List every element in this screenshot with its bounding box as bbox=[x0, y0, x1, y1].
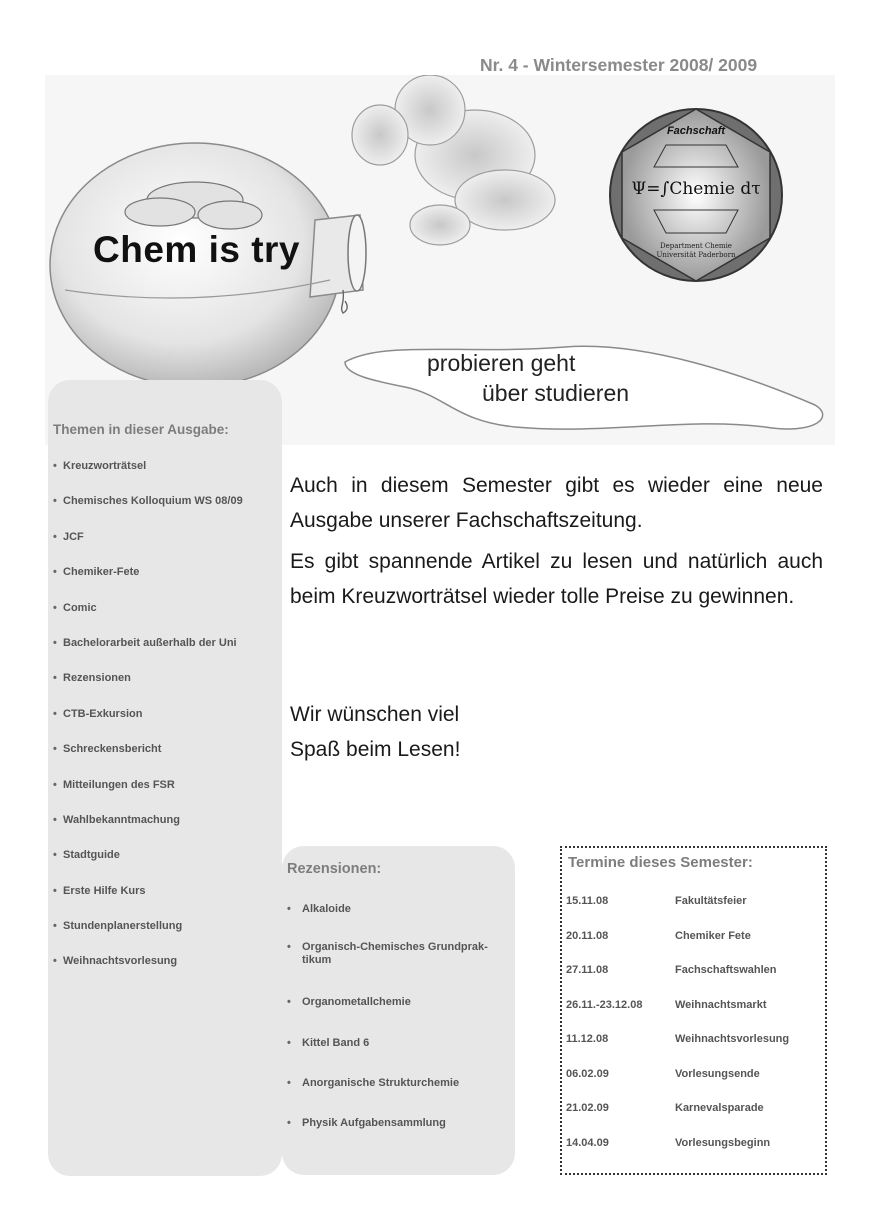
bullet-icon: • bbox=[53, 920, 57, 933]
topics-sidebar bbox=[48, 380, 282, 1176]
hero-title: Chem is try bbox=[93, 229, 301, 270]
rezension-item bbox=[287, 941, 513, 967]
topic-label: CTB-Exkursion bbox=[63, 707, 143, 720]
issue-label: Nr. 4 - Wintersemester 2008/ 2009 bbox=[480, 55, 758, 75]
rezension-label: Anorganische Strukturchemie bbox=[302, 1077, 460, 1089]
bullet-icon: • bbox=[287, 996, 291, 1008]
topic-label: JCF bbox=[63, 530, 84, 543]
termin-event: Vorlesungsbeginn bbox=[675, 1136, 771, 1149]
bullet-icon: • bbox=[53, 495, 57, 508]
topic-label: Weihnachtsvorlesung bbox=[63, 955, 178, 968]
rezension-item bbox=[287, 1117, 513, 1130]
topic-label: Chemisches Kolloquium WS 08/09 bbox=[63, 495, 243, 508]
bullet-icon: • bbox=[287, 903, 291, 915]
termin-event: Fakultätsfeier bbox=[675, 895, 747, 907]
topic-item bbox=[53, 566, 243, 601]
rezension-item bbox=[287, 903, 513, 916]
topic-item bbox=[53, 708, 243, 743]
topic-label: Wahlbekanntmachung bbox=[63, 813, 180, 826]
rezension-label: Alkaloide bbox=[302, 903, 351, 915]
rezension-label: Organometallchemie bbox=[302, 996, 411, 1008]
bullet-icon: • bbox=[53, 955, 57, 968]
bullet-icon: • bbox=[53, 672, 57, 685]
rezension-label: Kittel Band 6 bbox=[302, 1037, 370, 1049]
termin-date: 20.11.08 bbox=[566, 929, 609, 942]
topic-item bbox=[53, 743, 243, 778]
bullet-icon: • bbox=[53, 601, 57, 614]
rezension-label: Physik Aufgabensammlung bbox=[302, 1117, 446, 1129]
topic-item bbox=[53, 849, 243, 884]
topic-label: Comic bbox=[63, 601, 97, 614]
termin-date: 14.04.09 bbox=[566, 1136, 609, 1149]
intro-paragraph-1: Auch in diesem Semester gibt es wieder eine neue Ausgabe unserer Fachschaftszeitung. bbox=[290, 474, 823, 532]
rezension-item bbox=[287, 996, 513, 1009]
topic-label: Schreckensbericht bbox=[63, 743, 162, 756]
bullet-icon: • bbox=[53, 778, 57, 791]
termin-event: Weihnachtsvorlesung bbox=[675, 1033, 790, 1045]
intro-text bbox=[290, 468, 823, 620]
bullet-icon: • bbox=[287, 1077, 291, 1089]
topic-label: Stadtguide bbox=[63, 849, 120, 862]
topic-label: Mitteilungen des FSR bbox=[63, 778, 175, 791]
rezension-item bbox=[287, 1037, 513, 1050]
termin-event: Vorlesungsende bbox=[675, 1067, 760, 1080]
bullet-icon: • bbox=[53, 849, 57, 862]
topic-label: Stundenplanerstellung bbox=[63, 920, 183, 933]
topic-label: Rezensionen bbox=[63, 672, 131, 685]
termin-date: 26.11.-23.12.08 bbox=[566, 998, 643, 1011]
fachschaft-logo bbox=[606, 105, 786, 285]
termin-event: Karnevalsparade bbox=[675, 1102, 764, 1114]
bullet-icon: • bbox=[53, 530, 57, 543]
termin-event: Fachschaftswahlen bbox=[675, 964, 777, 976]
slogan-line-1: probieren geht bbox=[427, 350, 576, 376]
topic-label: Chemiker-Fete bbox=[63, 566, 140, 579]
topic-item bbox=[53, 955, 243, 990]
termin-date: 27.11.08 bbox=[566, 964, 609, 976]
topics-list bbox=[53, 460, 243, 991]
wish-text bbox=[290, 697, 460, 767]
wish-line-2: Spaß beim Lesen! bbox=[290, 738, 461, 761]
topic-item bbox=[53, 637, 243, 672]
topic-label: Bachelorarbeit außerhalb der Uni bbox=[63, 636, 237, 649]
topic-item bbox=[53, 672, 243, 707]
intro-paragraph-2: Es gibt spannende Artikel zu lesen und natürlich auch beim Kreuzworträtsel wieder tolle Preise zu gewinnen. bbox=[290, 550, 823, 608]
topic-item bbox=[53, 814, 243, 849]
sidebar-title: Themen in dieser Ausgabe: bbox=[53, 422, 229, 437]
topic-item bbox=[53, 531, 243, 566]
bullet-icon: • bbox=[53, 884, 57, 897]
bullet-icon: • bbox=[53, 743, 57, 756]
termine-box bbox=[560, 846, 827, 1175]
topic-item bbox=[53, 460, 243, 495]
bullet-icon: • bbox=[53, 460, 57, 472]
rezensionen-box bbox=[282, 846, 515, 1175]
termin-event: Chemiker Fete bbox=[675, 929, 751, 942]
logo-fachschaft-text: Fachschaft bbox=[666, 125, 726, 137]
termin-date: 06.02.09 bbox=[566, 1067, 609, 1080]
rezension-item bbox=[287, 1077, 513, 1090]
termin-date: 15.11.08 bbox=[566, 895, 609, 907]
bullet-icon: • bbox=[53, 566, 57, 579]
bullet-icon: • bbox=[53, 707, 57, 720]
topic-item bbox=[53, 495, 243, 530]
termin-event: Weihnachtsmarkt bbox=[675, 998, 767, 1011]
bullet-icon: • bbox=[287, 941, 291, 953]
bullet-icon: • bbox=[287, 1117, 291, 1129]
slogan-line-2: über studieren bbox=[482, 380, 630, 406]
termin-date: 21.02.09 bbox=[566, 1102, 609, 1114]
rezensionen-title: Rezensionen: bbox=[287, 861, 382, 877]
topic-item bbox=[53, 920, 243, 955]
logo-department: Department Chemie Universität Paderborn bbox=[656, 242, 736, 259]
bullet-icon: • bbox=[53, 636, 57, 649]
topic-label: Erste Hilfe Kurs bbox=[63, 884, 146, 897]
topic-item bbox=[53, 602, 243, 637]
topic-label: Kreuzworträtsel bbox=[63, 460, 147, 472]
logo-formula: Ψ=∫Chemie dτ bbox=[631, 179, 761, 199]
wish-line-1: Wir wünschen viel bbox=[290, 703, 460, 726]
bullet-icon: • bbox=[53, 813, 57, 826]
bullet-icon: • bbox=[287, 1037, 291, 1049]
smoke bbox=[352, 75, 555, 245]
termine-title: Termine dieses Semester: bbox=[568, 854, 753, 871]
rezension-label: Organisch-Chemisches Grundprak-tikum bbox=[302, 941, 488, 966]
termin-date: 11.12.08 bbox=[566, 1033, 609, 1045]
topic-item bbox=[53, 885, 243, 920]
topic-item bbox=[53, 779, 243, 814]
